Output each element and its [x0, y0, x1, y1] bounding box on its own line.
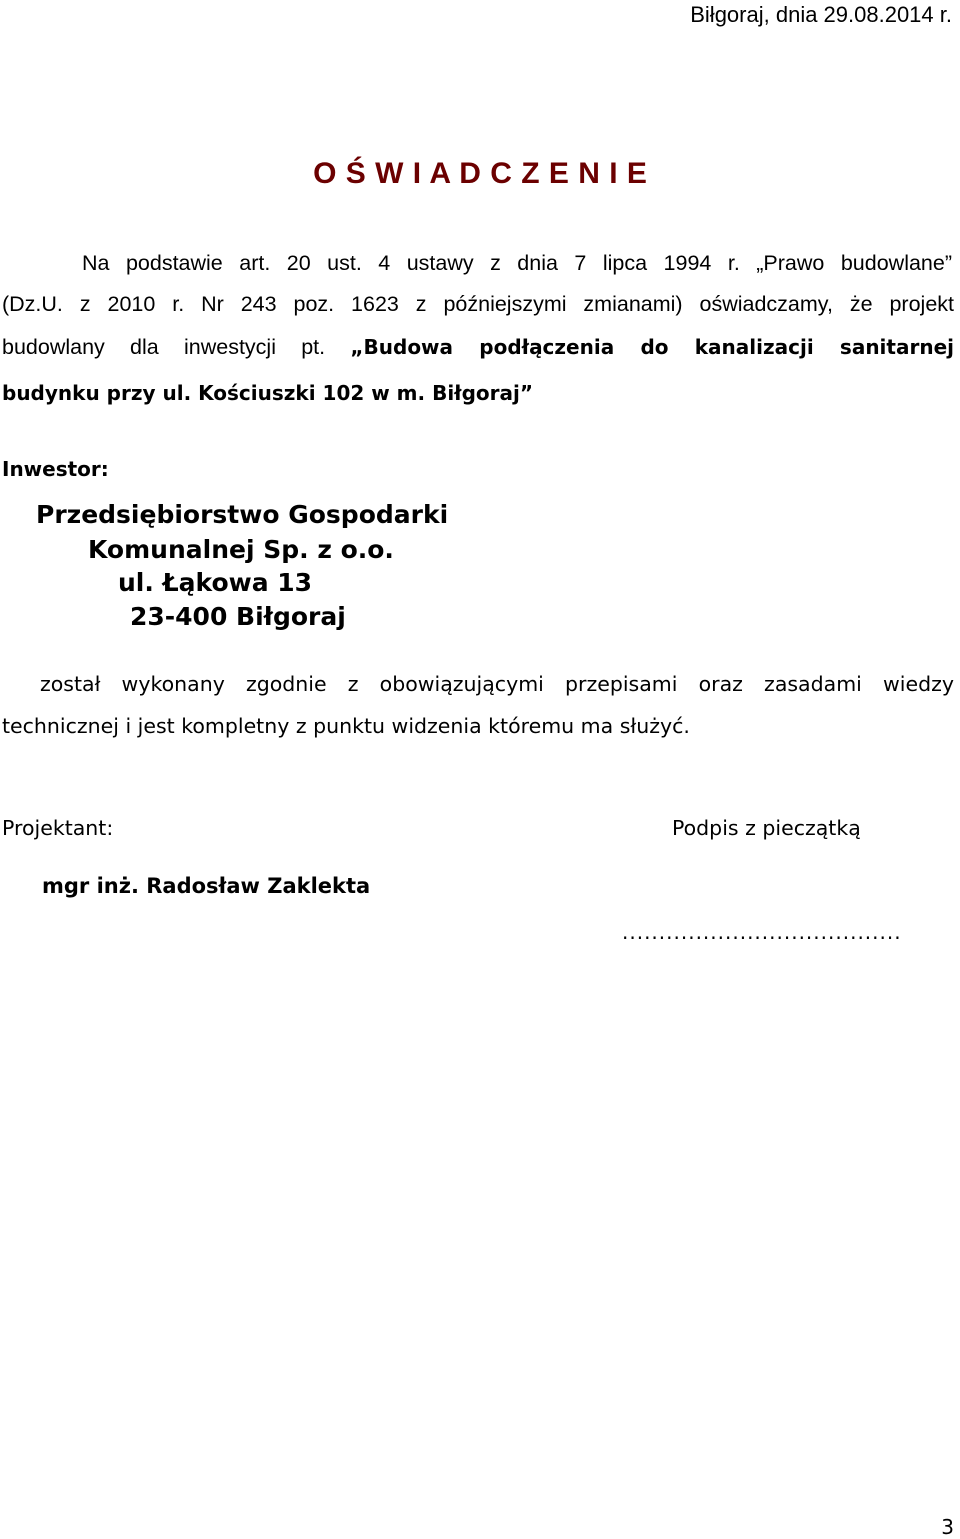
investor-name-line-1: Przedsiębiorstwo Gospodarki — [36, 500, 449, 529]
designer-label: Projektant: — [2, 816, 114, 840]
investor-city: 23-400 Biłgoraj — [130, 602, 346, 631]
page-number: 3 — [941, 1515, 954, 1539]
intro-line-1: Na podstawie art. 20 ust. 4 ustawy z dnia 7 lipca 1994 r. „Prawo budowlane” — [82, 251, 952, 275]
statement-line-2: technicznej i jest kompletny z punktu widzenia któremu ma służyć. — [2, 714, 690, 738]
signature-line: ...................................... — [622, 920, 902, 944]
intro-line-3-plain: budowlany dla inwestycji pt. — [2, 335, 351, 359]
investor-label: Inwestor: — [2, 457, 109, 481]
stamp-signature-label: Podpis z pieczątką — [672, 816, 861, 840]
document-title: O Ś W I A D C Z E N I E — [313, 157, 647, 190]
intro-line-3 — [2, 335, 954, 360]
investor-street: ul. Łąkowa 13 — [118, 568, 313, 597]
statement-line-1: został wykonany zgodnie z obowiązującymi przepisami oraz zasadami wiedzy — [40, 672, 954, 696]
intro-line-2: (Dz.U. z 2010 r. Nr 243 poz. 1623 z późniejszymi zmianami) oświadczamy, że projekt — [2, 292, 954, 316]
place-date: Biłgoraj, dnia 29.08.2014 r. — [690, 2, 952, 27]
project-title-part-2: budynku przy ul. Kościuszki 102 w m. Biłgoraj” — [2, 381, 534, 405]
designer-name: mgr inż. Radosław Zaklekta — [42, 874, 371, 898]
project-title-part-1: „Budowa podłączenia do kanalizacji sanitarnej — [350, 335, 954, 359]
investor-name-line-2: Komunalnej Sp. z o.o. — [88, 535, 394, 564]
